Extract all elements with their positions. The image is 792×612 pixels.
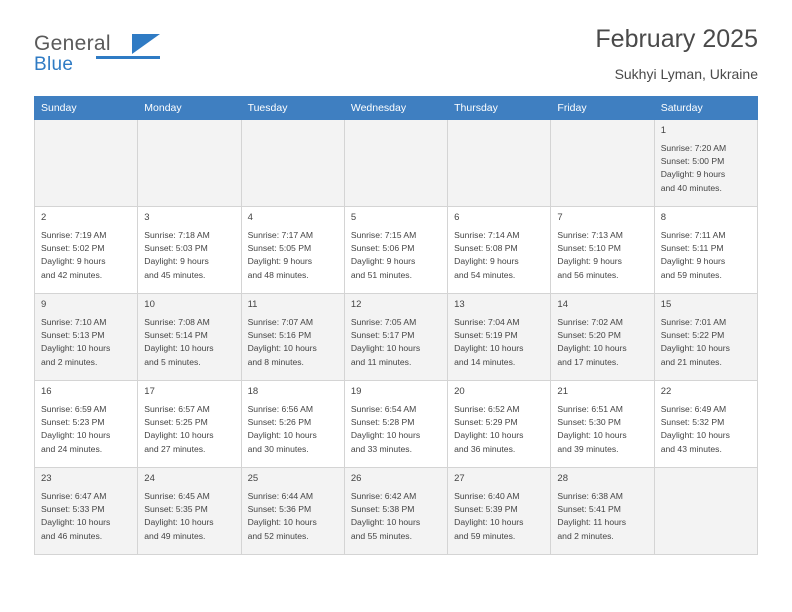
calendar-day-cell xyxy=(138,207,241,294)
day-info-line: Sunrise: 6:54 AM xyxy=(350,403,417,414)
day-info-line: Sunrise: 7:14 AM xyxy=(454,229,520,240)
calendar-day-cell-empty xyxy=(654,468,757,555)
calendar-table xyxy=(34,96,758,555)
day-info-line: and 39 minutes. xyxy=(557,443,619,454)
day-number: 17 xyxy=(144,386,155,397)
day-info-line: Daylight: 9 hours xyxy=(350,256,416,267)
day-info-line: Daylight: 10 hours xyxy=(41,430,111,441)
day-info-line: Sunrise: 7:07 AM xyxy=(247,316,314,327)
calendar-day-cell-empty xyxy=(35,120,138,207)
day-info-line: Daylight: 10 hours xyxy=(41,517,111,528)
logo-text-blue: Blue xyxy=(34,54,74,75)
day-number: 19 xyxy=(350,386,362,397)
day-info-line: Sunrise: 7:01 AM xyxy=(660,316,727,327)
day-sun-info xyxy=(144,490,234,543)
day-info-line: Sunset: 5:23 PM xyxy=(41,417,105,428)
day-info-line: Daylight: 9 hours xyxy=(660,256,726,267)
day-sun-info xyxy=(144,316,234,369)
day-sun-info xyxy=(557,490,647,543)
day-sun-info xyxy=(454,490,544,543)
day-number: 3 xyxy=(144,212,150,223)
day-info-line: Sunset: 5:32 PM xyxy=(660,417,725,428)
calendar-day-cell xyxy=(138,381,241,468)
calendar-week-row xyxy=(35,294,758,381)
day-number: 11 xyxy=(247,299,258,310)
calendar-week-row xyxy=(35,120,758,207)
day-sun-info xyxy=(144,403,234,456)
day-info-line: and 46 minutes. xyxy=(41,530,103,541)
day-info-line: and 17 minutes. xyxy=(557,356,619,367)
day-info-line: Sunrise: 6:49 AM xyxy=(660,403,727,414)
day-info-line: and 11 minutes. xyxy=(350,356,412,367)
day-sun-info xyxy=(454,403,544,456)
logo-flag-icon xyxy=(130,32,162,56)
calendar-day-cell xyxy=(344,381,447,468)
day-info-line: Daylight: 9 hours xyxy=(454,256,519,267)
day-number: 6 xyxy=(454,212,460,223)
day-sun-info xyxy=(661,229,751,282)
day-info-line: Daylight: 10 hours xyxy=(454,430,524,441)
day-info-line: and 55 minutes. xyxy=(350,530,412,541)
day-info-line: Sunrise: 6:38 AM xyxy=(557,490,623,501)
calendar-day-cell xyxy=(654,207,757,294)
day-info-line: Sunset: 5:19 PM xyxy=(454,330,518,341)
calendar-day-cell xyxy=(448,468,551,555)
day-info-line: Daylight: 10 hours xyxy=(144,517,214,528)
day-number: 14 xyxy=(557,299,568,310)
day-number: 20 xyxy=(454,386,465,397)
day-info-line: Daylight: 10 hours xyxy=(144,430,214,441)
calendar-week-row xyxy=(35,468,758,555)
page-title: February 2025 xyxy=(595,25,758,53)
day-info-line: Sunset: 5:28 PM xyxy=(350,417,415,428)
day-info-line: Sunrise: 7:05 AM xyxy=(350,316,417,327)
day-info-line: and 5 minutes. xyxy=(144,356,201,367)
weekday-header-monday: Monday xyxy=(138,97,241,120)
day-sun-info xyxy=(557,229,647,282)
day-sun-info xyxy=(557,316,647,369)
day-sun-info xyxy=(454,316,544,369)
day-info-line: Sunrise: 7:19 AM xyxy=(41,229,107,240)
weekday-header-wednesday: Wednesday xyxy=(344,97,447,120)
weekday-header-friday: Friday xyxy=(551,97,654,120)
day-info-line: and 33 minutes. xyxy=(350,443,412,454)
title-block xyxy=(595,26,758,82)
day-info-line: Sunset: 5:39 PM xyxy=(454,504,518,515)
day-sun-info xyxy=(351,229,441,282)
day-info-line: Daylight: 9 hours xyxy=(144,256,209,267)
day-number: 24 xyxy=(144,473,155,484)
day-info-line: Sunrise: 7:08 AM xyxy=(144,316,210,327)
day-info-line: and 21 minutes. xyxy=(660,356,722,367)
calendar-day-cell-empty xyxy=(344,120,447,207)
day-info-line: Daylight: 9 hours xyxy=(247,256,313,267)
calendar-day-cell xyxy=(35,294,138,381)
calendar-day-cell xyxy=(138,294,241,381)
day-info-line: Sunset: 5:17 PM xyxy=(350,330,415,341)
day-info-line: and 42 minutes. xyxy=(41,269,103,280)
day-info-line: Sunrise: 7:13 AM xyxy=(557,229,623,240)
day-info-line: Daylight: 9 hours xyxy=(660,169,726,180)
day-number: 26 xyxy=(350,473,362,484)
day-info-line: Sunset: 5:20 PM xyxy=(557,330,621,341)
day-sun-info xyxy=(661,142,751,195)
day-info-line: Daylight: 10 hours xyxy=(660,430,730,441)
calendar-day-cell xyxy=(344,468,447,555)
day-sun-info xyxy=(41,403,131,456)
day-info-line: Sunset: 5:10 PM xyxy=(557,243,621,254)
day-sun-info xyxy=(41,229,131,282)
calendar-day-cell xyxy=(448,381,551,468)
calendar-day-cell-empty xyxy=(138,120,241,207)
day-info-line: Daylight: 9 hours xyxy=(41,256,106,267)
day-number: 13 xyxy=(454,299,465,310)
calendar-day-cell xyxy=(448,294,551,381)
day-number: 22 xyxy=(660,386,672,397)
day-info-line: and 59 minutes. xyxy=(454,530,516,541)
day-info-line: Sunrise: 7:15 AM xyxy=(350,229,417,240)
day-info-line: and 43 minutes. xyxy=(660,443,722,454)
day-sun-info xyxy=(248,229,338,282)
calendar-day-cell xyxy=(241,294,344,381)
day-info-line: Sunset: 5:22 PM xyxy=(660,330,725,341)
day-sun-info xyxy=(248,316,338,369)
calendar-day-cell xyxy=(35,468,138,555)
day-info-line: Sunset: 5:30 PM xyxy=(557,417,621,428)
day-info-line: and 49 minutes. xyxy=(144,530,206,541)
calendar-header-row xyxy=(35,97,758,120)
calendar-day-cell xyxy=(654,381,757,468)
day-number: 28 xyxy=(557,473,568,484)
day-info-line: and 52 minutes. xyxy=(247,530,309,541)
day-info-line: Daylight: 10 hours xyxy=(41,343,111,354)
calendar-day-cell xyxy=(344,207,447,294)
day-info-line: and 45 minutes. xyxy=(144,269,206,280)
day-info-line: Daylight: 11 hours xyxy=(557,517,627,528)
day-info-line: and 36 minutes. xyxy=(454,443,516,454)
day-info-line: Sunrise: 6:56 AM xyxy=(247,403,314,414)
day-info-line: Daylight: 10 hours xyxy=(454,517,524,528)
day-info-line: Sunrise: 7:18 AM xyxy=(144,229,210,240)
day-number: 27 xyxy=(454,473,465,484)
day-info-line: Sunrise: 7:04 AM xyxy=(454,316,520,327)
calendar-day-cell-empty xyxy=(241,120,344,207)
day-info-line: Sunset: 5:03 PM xyxy=(144,243,208,254)
day-info-line: Sunrise: 6:57 AM xyxy=(144,403,210,414)
day-info-line: Sunrise: 6:52 AM xyxy=(454,403,520,414)
day-info-line: and 59 minutes. xyxy=(660,269,722,280)
day-info-line: Sunset: 5:05 PM xyxy=(247,243,312,254)
calendar-day-cell xyxy=(241,468,344,555)
day-info-line: and 27 minutes. xyxy=(144,443,206,454)
day-number: 16 xyxy=(41,386,52,397)
day-sun-info xyxy=(661,316,751,369)
day-number: 9 xyxy=(41,299,47,310)
calendar-day-cell xyxy=(654,120,757,207)
day-info-line: Sunset: 5:33 PM xyxy=(41,504,105,515)
day-info-line: Sunset: 5:16 PM xyxy=(247,330,312,341)
day-info-line: Daylight: 10 hours xyxy=(350,517,421,528)
day-info-line: Sunrise: 7:20 AM xyxy=(660,142,727,153)
day-info-line: and 51 minutes. xyxy=(350,269,412,280)
weekday-header-saturday: Saturday xyxy=(654,97,757,120)
day-info-line: Sunrise: 6:42 AM xyxy=(350,490,417,501)
calendar-day-cell xyxy=(551,294,654,381)
day-info-line: Daylight: 9 hours xyxy=(557,256,622,267)
day-number: 21 xyxy=(557,386,568,397)
day-sun-info xyxy=(144,229,234,282)
day-sun-info xyxy=(351,316,441,369)
day-sun-info xyxy=(351,490,441,543)
day-info-line: Daylight: 10 hours xyxy=(454,343,524,354)
day-info-line: Daylight: 10 hours xyxy=(247,517,317,528)
day-info-line: and 54 minutes. xyxy=(454,269,516,280)
day-info-line: and 30 minutes. xyxy=(247,443,309,454)
calendar-day-cell xyxy=(35,207,138,294)
day-number: 23 xyxy=(41,473,52,484)
calendar-day-cell xyxy=(344,294,447,381)
calendar-day-cell xyxy=(138,468,241,555)
day-info-line: Daylight: 10 hours xyxy=(350,430,421,441)
day-info-line: Sunrise: 6:51 AM xyxy=(557,403,623,414)
day-info-line: and 2 minutes. xyxy=(41,356,98,367)
day-info-line: Sunset: 5:13 PM xyxy=(41,330,105,341)
day-info-line: Sunrise: 7:10 AM xyxy=(41,316,107,327)
calendar-week-row xyxy=(35,207,758,294)
weekday-header-sunday: Sunday xyxy=(35,97,138,120)
calendar-week-row xyxy=(35,381,758,468)
day-info-line: Daylight: 10 hours xyxy=(660,343,730,354)
calendar-day-cell xyxy=(448,207,551,294)
day-number: 15 xyxy=(660,299,672,310)
day-info-line: Sunrise: 6:44 AM xyxy=(247,490,314,501)
logo-underline xyxy=(96,56,160,59)
day-info-line: Sunset: 5:14 PM xyxy=(144,330,208,341)
day-number: 2 xyxy=(41,212,47,223)
calendar-day-cell-empty xyxy=(448,120,551,207)
day-info-line: Sunrise: 6:47 AM xyxy=(41,490,107,501)
day-sun-info xyxy=(41,490,131,543)
day-sun-info xyxy=(248,490,338,543)
day-info-line: and 48 minutes. xyxy=(247,269,309,280)
day-sun-info xyxy=(351,403,441,456)
day-info-line: Sunset: 5:41 PM xyxy=(557,504,621,515)
day-info-line: and 40 minutes. xyxy=(660,182,722,193)
day-info-line: Sunrise: 6:40 AM xyxy=(454,490,520,501)
calendar-day-cell xyxy=(241,207,344,294)
day-info-line: and 56 minutes. xyxy=(557,269,619,280)
calendar-day-cell xyxy=(654,294,757,381)
day-info-line: Sunrise: 6:59 AM xyxy=(41,403,107,414)
day-info-line: Daylight: 10 hours xyxy=(247,343,317,354)
day-sun-info xyxy=(248,403,338,456)
day-info-line: Sunset: 5:26 PM xyxy=(247,417,312,428)
day-sun-info xyxy=(661,403,751,456)
calendar-day-cell-empty xyxy=(551,120,654,207)
day-number: 12 xyxy=(350,299,362,310)
day-sun-info xyxy=(557,403,647,456)
page-header xyxy=(34,0,758,96)
day-info-line: Sunset: 5:35 PM xyxy=(144,504,208,515)
day-number: 5 xyxy=(350,212,357,223)
day-sun-info xyxy=(454,229,544,282)
day-info-line: Daylight: 10 hours xyxy=(350,343,421,354)
logo-text-general: General xyxy=(34,32,111,55)
day-info-line: Sunset: 5:29 PM xyxy=(454,417,518,428)
day-info-line: Sunset: 5:02 PM xyxy=(41,243,105,254)
calendar-day-cell xyxy=(551,381,654,468)
day-info-line: Sunset: 5:25 PM xyxy=(144,417,208,428)
calendar-day-cell xyxy=(35,381,138,468)
day-info-line: and 2 minutes. xyxy=(557,530,614,541)
day-number: 25 xyxy=(247,473,259,484)
day-info-line: Sunset: 5:36 PM xyxy=(247,504,312,515)
day-number: 1 xyxy=(660,125,666,136)
logo xyxy=(34,32,214,84)
day-info-line: Sunset: 5:00 PM xyxy=(660,156,725,167)
calendar-body xyxy=(35,120,758,555)
day-info-line: Sunset: 5:11 PM xyxy=(660,243,724,254)
day-info-line: Sunrise: 7:02 AM xyxy=(557,316,623,327)
day-info-line: Daylight: 10 hours xyxy=(247,430,317,441)
day-info-line: Sunset: 5:08 PM xyxy=(454,243,518,254)
weekday-header-tuesday: Tuesday xyxy=(241,97,344,120)
day-info-line: Sunrise: 7:11 AM xyxy=(660,229,726,240)
day-info-line: and 24 minutes. xyxy=(41,443,103,454)
calendar-day-cell xyxy=(551,207,654,294)
day-info-line: Sunset: 5:38 PM xyxy=(350,504,415,515)
day-info-line: and 8 minutes. xyxy=(247,356,304,367)
day-info-line: Daylight: 10 hours xyxy=(557,343,627,354)
day-number: 10 xyxy=(144,299,155,310)
day-sun-info xyxy=(41,316,131,369)
day-info-line: and 14 minutes. xyxy=(454,356,516,367)
day-info-line: Sunset: 5:06 PM xyxy=(350,243,415,254)
day-info-line: Daylight: 10 hours xyxy=(144,343,214,354)
day-number: 4 xyxy=(247,212,253,223)
day-info-line: Sunrise: 6:45 AM xyxy=(144,490,210,501)
day-info-line: Sunrise: 7:17 AM xyxy=(247,229,314,240)
location-subtitle: Sukhyi Lyman, Ukraine xyxy=(614,65,758,82)
day-number: 7 xyxy=(557,212,563,223)
day-number: 18 xyxy=(247,386,259,397)
weekday-header-thursday: Thursday xyxy=(448,97,551,120)
calendar-day-cell xyxy=(551,468,654,555)
day-number: 8 xyxy=(660,212,666,223)
day-info-line: Daylight: 10 hours xyxy=(557,430,627,441)
calendar-day-cell xyxy=(241,381,344,468)
